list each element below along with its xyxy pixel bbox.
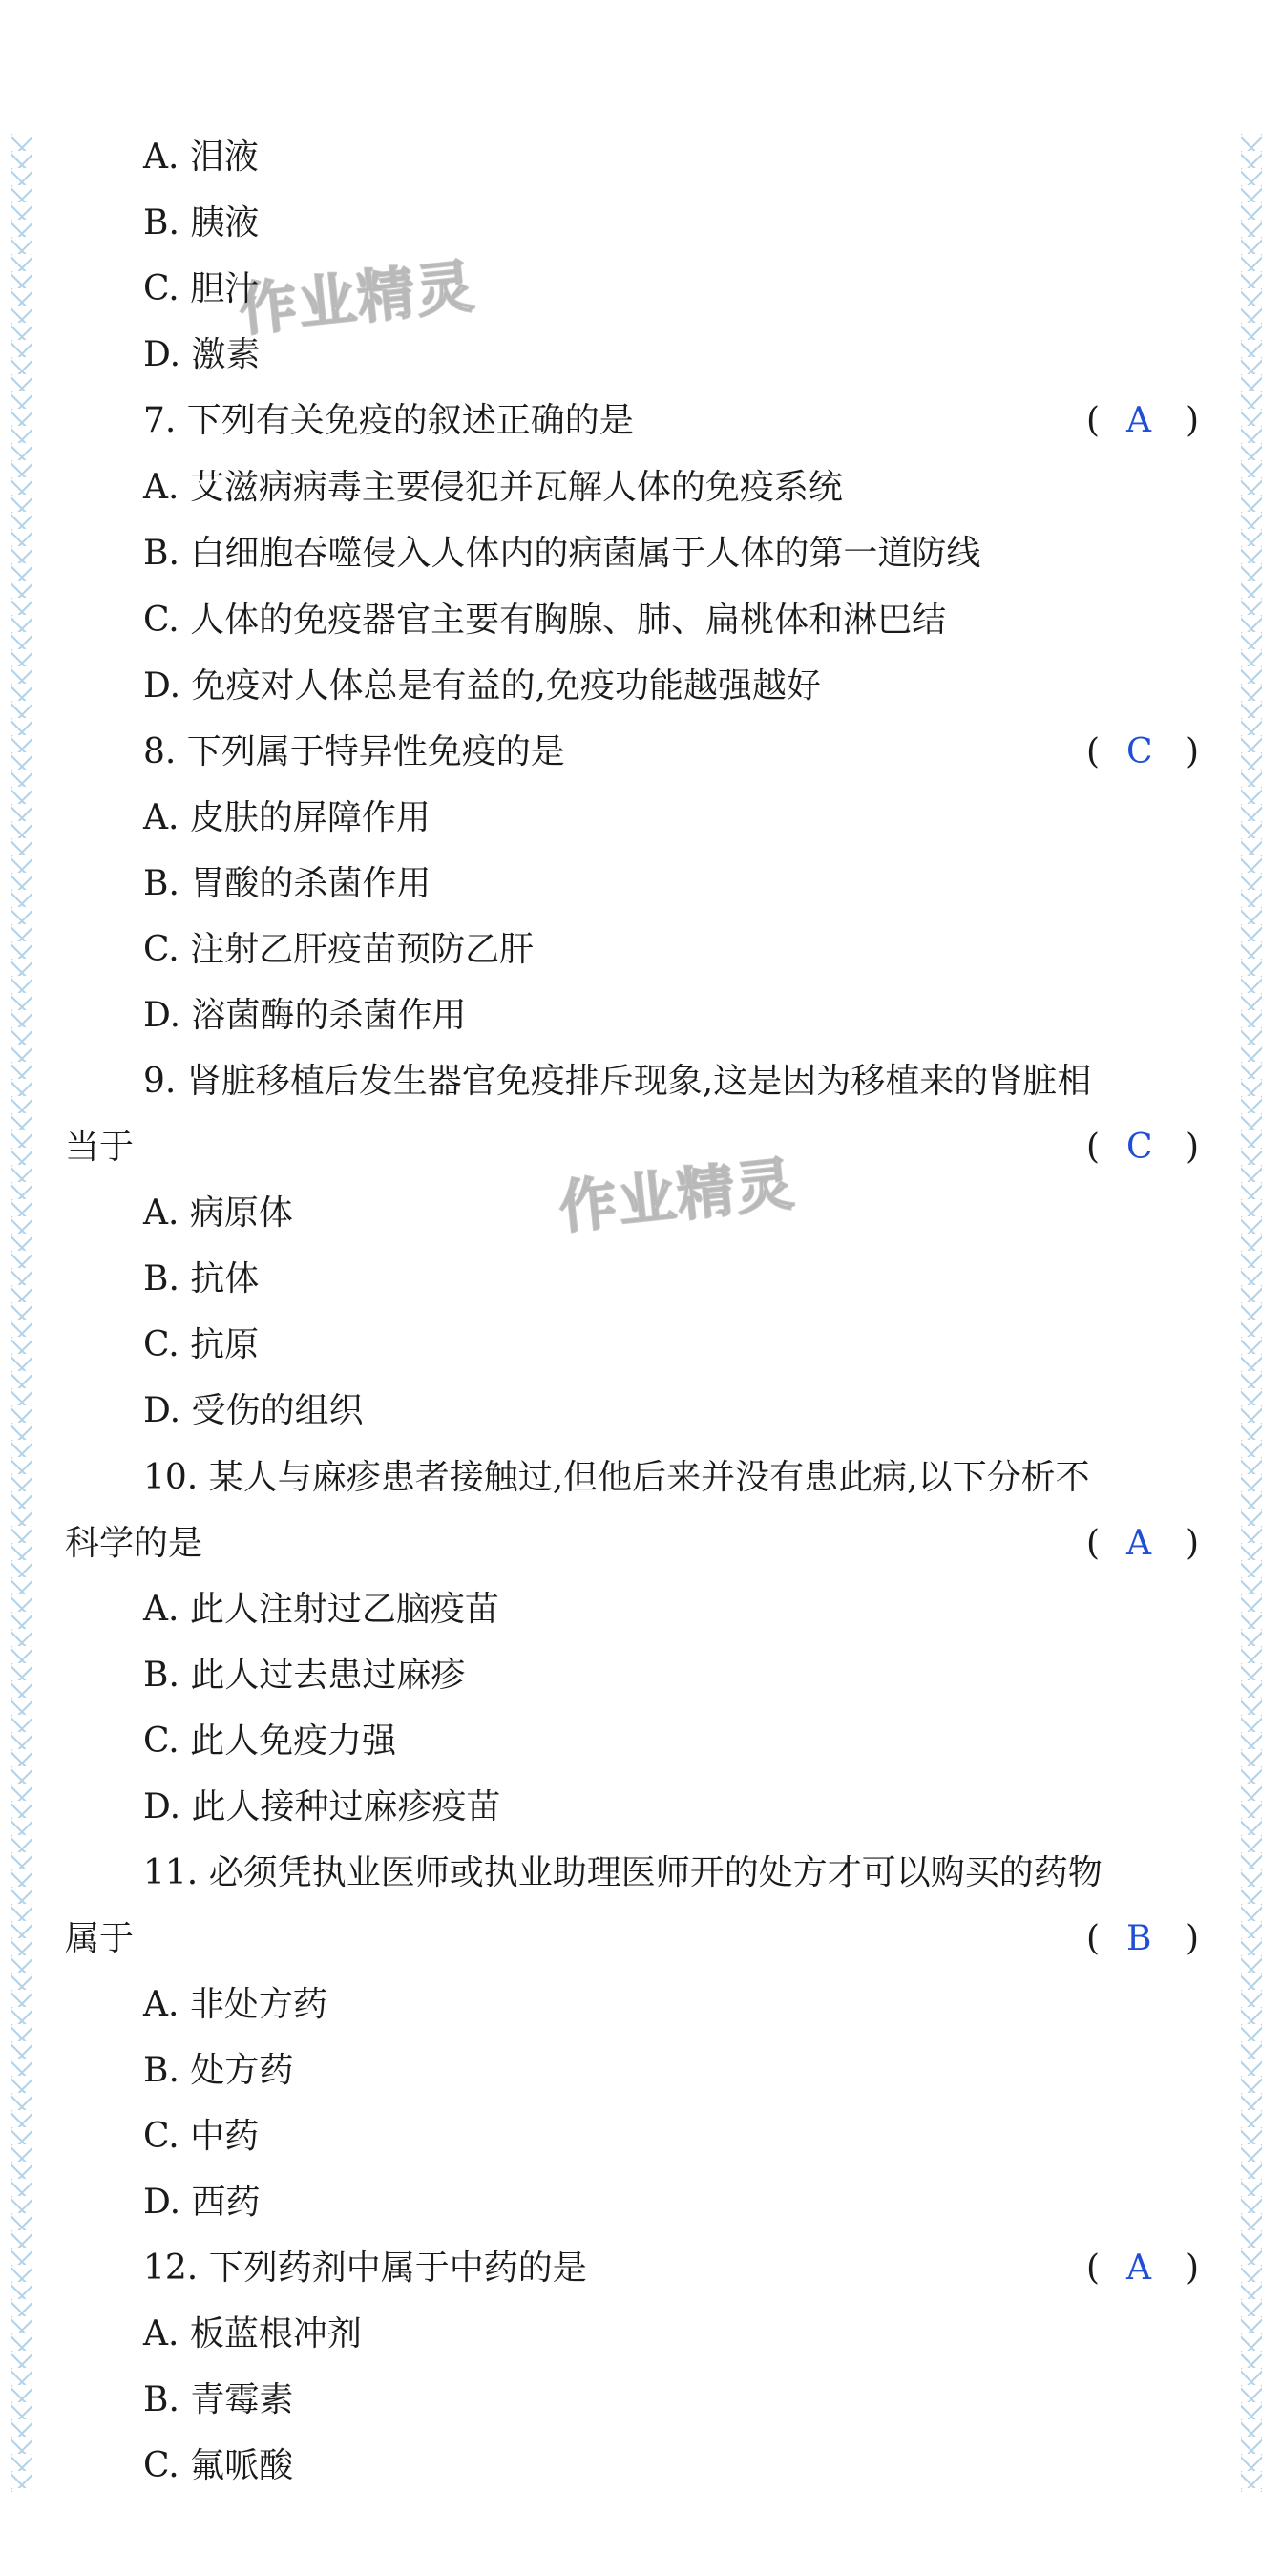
watermark: 作业精灵 (556, 1151, 799, 1242)
option-text: B. 青霉素 (143, 2380, 294, 2419)
option-line (0, 2372, 1282, 2429)
open-paren: ( (1086, 1128, 1101, 1167)
option-text: B. 此人过去患过麻疹 (143, 1656, 466, 1695)
option-line (0, 790, 1282, 847)
option-text: D. 西药 (143, 2183, 261, 2222)
option-text: A. 病原体 (143, 1193, 293, 1233)
close-paren: ) (1186, 1524, 1200, 1563)
answer-bracket (1086, 1911, 1201, 1968)
answer-mark: C (1126, 1128, 1153, 1167)
question-text: 当于 (65, 1128, 135, 1167)
option-text: A. 皮肤的屏障作用 (143, 798, 431, 837)
question-9-line-1 (0, 1053, 1282, 1110)
answer-bracket (1086, 2240, 1201, 2297)
option-text: C. 抗原 (143, 1325, 260, 1364)
option-text: B. 白细胞吞噬侵入人体内的病菌属于人体的第一道防线 (143, 534, 981, 573)
option-text: D. 激素 (143, 335, 261, 374)
open-paren: ( (1086, 732, 1101, 771)
option-text: A. 泪液 (143, 137, 259, 177)
option-line (0, 129, 1282, 186)
option-line (0, 1581, 1282, 1638)
question-8 (0, 724, 1282, 781)
question-text: 12. 下列药剂中属于中药的是 (143, 2249, 587, 2288)
question-10-line-2 (0, 1515, 1282, 1573)
open-paren: ( (1086, 1919, 1101, 1958)
option-text: B. 胰液 (143, 203, 260, 243)
option-line (0, 195, 1282, 252)
answer-mark: A (1126, 1524, 1151, 1563)
option-line (0, 658, 1282, 715)
option-line (0, 327, 1282, 384)
close-paren: ) (1186, 2249, 1200, 2288)
option-text: A. 非处方药 (143, 1985, 327, 2024)
option-text: A. 此人注射过乙脑疫苗 (143, 1590, 499, 1629)
open-paren: ( (1086, 401, 1101, 440)
option-text: C. 人体的免疫器官主要有胸腺、肺、扁桃体和淋巴结 (143, 601, 947, 640)
option-line (0, 1647, 1282, 1704)
option-line (0, 1251, 1282, 1308)
close-paren: ) (1186, 401, 1200, 440)
option-line (0, 1317, 1282, 1374)
answer-mark: B (1126, 1919, 1152, 1958)
question-text: 7. 下列有关免疫的叙述正确的是 (143, 401, 634, 440)
option-line (0, 1779, 1282, 1836)
question-7 (0, 392, 1282, 450)
question-text: 8. 下列属于特异性免疫的是 (143, 732, 565, 771)
option-line (0, 2438, 1282, 2495)
option-line (0, 987, 1282, 1045)
option-line (0, 1976, 1282, 2034)
option-text: A. 艾滋病病毒主要侵犯并瓦解人体的免疫系统 (143, 468, 843, 507)
option-line (0, 2306, 1282, 2363)
watermark: 作业精灵 (236, 253, 479, 345)
option-text: B. 胃酸的杀菌作用 (143, 864, 431, 903)
option-text: D. 免疫对人体总是有益的,免疫功能越强越好 (143, 666, 821, 706)
question-text: 属于 (65, 1919, 135, 1958)
option-line (0, 525, 1282, 582)
option-text: C. 氟哌酸 (143, 2446, 294, 2485)
option-text: A. 板蓝根冲剂 (143, 2314, 362, 2354)
option-line (0, 1185, 1282, 1242)
open-paren: ( (1086, 1524, 1101, 1563)
option-text: B. 抗体 (143, 1259, 260, 1299)
answer-bracket (1086, 1119, 1201, 1176)
open-paren: ( (1086, 2249, 1101, 2288)
option-text: D. 此人接种过麻疹疫苗 (143, 1787, 501, 1826)
option-text: C. 此人免疫力强 (143, 1721, 397, 1761)
option-text: C. 中药 (143, 2117, 260, 2156)
option-line (0, 1713, 1282, 1770)
option-text: C. 胆汁 (143, 269, 260, 308)
close-paren: ) (1186, 732, 1200, 771)
answer-mark: A (1126, 2249, 1151, 2288)
option-line (0, 592, 1282, 649)
question-9-line-2 (0, 1119, 1282, 1176)
answer-mark: A (1126, 401, 1151, 440)
question-12 (0, 2240, 1282, 2297)
option-line (0, 1383, 1282, 1440)
option-text: C. 注射乙肝疫苗预防乙肝 (143, 930, 535, 969)
close-paren: ) (1186, 1919, 1200, 1958)
question-11-line-2 (0, 1911, 1282, 1968)
answer-bracket (1086, 392, 1201, 450)
close-paren: ) (1186, 1128, 1200, 1167)
option-text: D. 受伤的组织 (143, 1391, 364, 1430)
answer-mark: C (1126, 732, 1153, 771)
option-line (0, 921, 1282, 979)
option-line (0, 855, 1282, 913)
question-text: 10. 某人与麻疹患者接触过,但他后来并没有患此病,以下分析不 (143, 1458, 1090, 1497)
option-line (0, 459, 1282, 517)
answer-bracket (1086, 724, 1201, 781)
option-text: B. 处方药 (143, 2051, 294, 2090)
question-10-line-1 (0, 1449, 1282, 1507)
option-line (0, 261, 1282, 318)
option-text: D. 溶菌酶的杀菌作用 (143, 996, 467, 1035)
question-text: 9. 肾脏移植后发生器官免疫排斥现象,这是因为移植来的肾脏相 (143, 1062, 1092, 1101)
option-line (0, 2108, 1282, 2165)
answer-bracket (1086, 1515, 1201, 1573)
question-text: 科学的是 (65, 1524, 203, 1563)
option-line (0, 2174, 1282, 2231)
question-11-line-1 (0, 1845, 1282, 1902)
option-line (0, 2042, 1282, 2100)
question-text: 11. 必须凭执业医师或执业助理医师开的处方才可以购买的药物 (143, 1853, 1103, 1892)
